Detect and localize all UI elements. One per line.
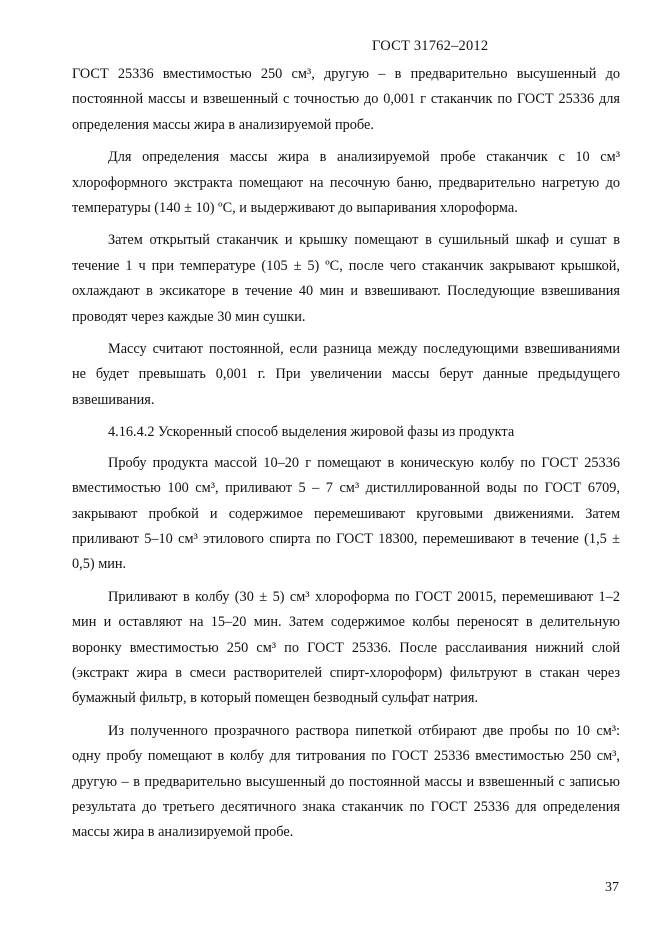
paragraph: Затем открытый стаканчик и крышку помещают в сушильный шкаф и сушат в течение 1 ч при температуре (105 ± 5) ºС, после чего стаканчик закрывают крышкой, охлаждают в эксикаторе в течение 40 мин и взвешивают. Последующие взвешивания проводят через каждые 30 мин сушки. [72, 232, 620, 325]
paragraph: Массу считают постоянной, если разница между последующими взвешиваниями не будет превышать 0,001 г. При увеличении массы берут данные предыдущего взвешивания. [72, 341, 620, 408]
page-number: 37 [605, 880, 619, 895]
paragraph: Из полученного прозрачного раствора пипеткой отбирают две пробы по 10 см³: одну пробу помещают в колбу для титрования по ГОСТ 25336 вместимостью 250 см³, другую – в предварительно высушенный до постоянной массы и взвешенный с записью результата до третьего десятичного знака стаканчик по ГОСТ 25336 для определения массы жира в анализируемой пробе. [72, 722, 620, 841]
paragraph-continuation: ГОСТ 25336 вместимостью 250 см³, другую – в предварительно высушенный до постоянной массы и взвешенный с точностью до 0,001 г стаканчик по ГОСТ 25336 для определения массы жира в анализируемой пробе. [72, 66, 620, 133]
paragraph: Для определения массы жира в анализируемой пробе стаканчик с 10 см³ хлороформного экстракта помещают на песочную баню, предварительно нагретую до температуры (140 ± 10) ºС, и выдерживают до выпаривания хлороформа. [72, 149, 620, 217]
document-header: ГОСТ 31762–2012 [372, 38, 489, 54]
document-body [72, 62, 620, 853]
paragraph: Пробу продукта массой 10–20 г помещают в коническую колбу по ГОСТ 25336 вместимостью 100 см³, приливают 5 – 7 см³ дистиллированной воды по ГОСТ 6709, закрывают пробкой и содержимое перемешивают круговыми движениями. Затем приливают 5–10 см³ этилового спирта по ГОСТ 18300, перемешивают в течение (1,5 ± 0,5) мин. [72, 454, 620, 573]
paragraph: Приливают в колбу (30 ± 5) см³ хлороформа по ГОСТ 20015, перемешивают 1–2 мин и оставляют на 15–20 мин. Затем содержимое колбы переносят в делительную воронку вместимостью 250 см³ по ГОСТ 25336. После расслаивания нижний слой (экстракт жира в смеси растворителей спирт-хлороформ) фильтруют в стакан через бумажный фильтр, в который помещен безводный сульфат натрия. [72, 588, 620, 707]
section-heading: 4.16.4.2 Ускоренный способ выделения жировой фазы из продукта [108, 424, 515, 441]
